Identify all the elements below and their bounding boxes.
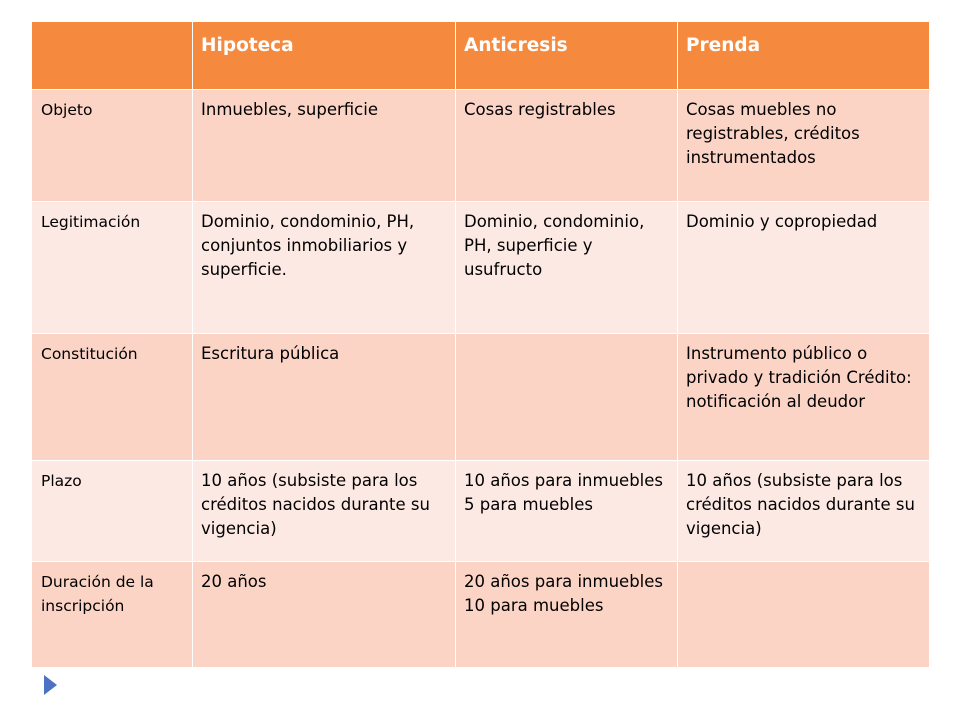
header-prenda: Prenda bbox=[678, 22, 930, 90]
cell-anticresis: Cosas registrables bbox=[456, 90, 678, 202]
row-label: Objeto bbox=[32, 90, 193, 202]
cell-hipoteca: 20 años bbox=[193, 562, 456, 668]
row-label: Constitución bbox=[32, 334, 193, 461]
table-row-constitucion bbox=[32, 334, 930, 461]
table-row-objeto bbox=[32, 90, 930, 202]
triangle-right-icon bbox=[44, 675, 57, 695]
table-row-plazo bbox=[32, 461, 930, 562]
cell-hipoteca: Escritura pública bbox=[193, 334, 456, 461]
cell-prenda: Instrumento público o privado y tradición Crédito: notificación al deudor bbox=[678, 334, 930, 461]
row-label: Duración de la inscripción bbox=[32, 562, 193, 668]
cell-prenda: 10 años (subsiste para los créditos nacidos durante su vigencia) bbox=[678, 461, 930, 562]
row-label: Plazo bbox=[32, 461, 193, 562]
cell-anticresis bbox=[456, 334, 678, 461]
cell-hipoteca: 10 años (subsiste para los créditos nacidos durante su vigencia) bbox=[193, 461, 456, 562]
header-empty-cell bbox=[32, 22, 193, 90]
comparison-table bbox=[31, 21, 930, 668]
header-hipoteca: Hipoteca bbox=[193, 22, 456, 90]
cell-anticresis: Dominio, condominio, PH, superficie y usufructo bbox=[456, 202, 678, 334]
header-anticresis: Anticresis bbox=[456, 22, 678, 90]
cell-anticresis: 10 años para inmuebles 5 para muebles bbox=[456, 461, 678, 562]
row-label: Legitimación bbox=[32, 202, 193, 334]
cell-hipoteca: Inmuebles, superficie bbox=[193, 90, 456, 202]
table-row-legitimacion bbox=[32, 202, 930, 334]
cell-anticresis: 20 años para inmuebles 10 para muebles bbox=[456, 562, 678, 668]
cell-prenda: Dominio y copropiedad bbox=[678, 202, 930, 334]
header-row bbox=[32, 22, 930, 90]
cell-prenda bbox=[678, 562, 930, 668]
cell-prenda: Cosas muebles no registrables, créditos instrumentados bbox=[678, 90, 930, 202]
cell-hipoteca: Dominio, condominio, PH, conjuntos inmobiliarios y superficie. bbox=[193, 202, 456, 334]
table-row-duracion bbox=[32, 562, 930, 668]
